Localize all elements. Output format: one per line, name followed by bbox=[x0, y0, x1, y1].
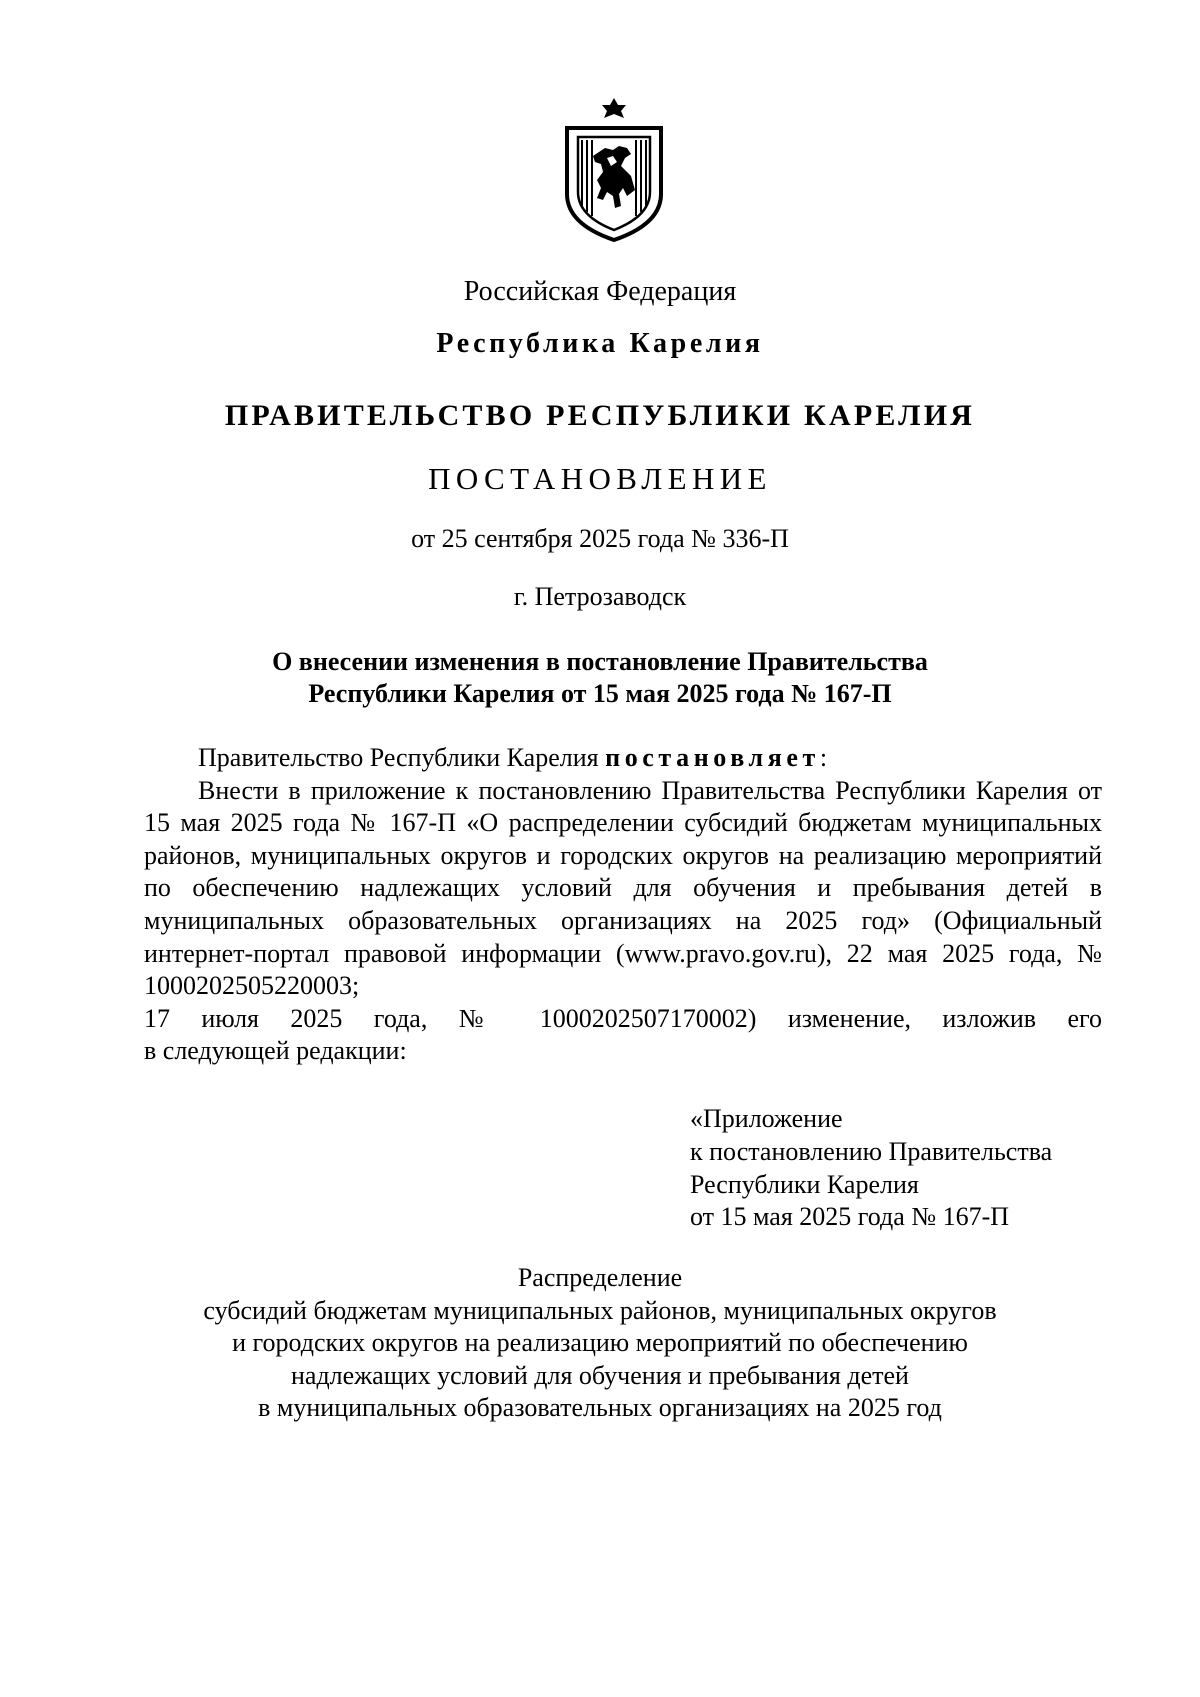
document-city: г. Петрозаводск bbox=[513, 582, 687, 611]
document-subject bbox=[0, 646, 1200, 710]
authority-name: ПРАВИТЕЛЬСТВО РЕСПУБЛИКИ КАРЕЛИЯ bbox=[224, 399, 976, 432]
region-name: Республика Карелия bbox=[436, 328, 764, 359]
subject-line-1: О внесении изменения в постановление Правительства bbox=[272, 647, 928, 676]
document-type: ПОСТАНОВЛЕНИЕ bbox=[428, 461, 772, 496]
main-paragraph-last-full-line: 17 июля 2025 года, № 1000202507170002) изменение, изложив его bbox=[144, 1003, 1102, 1033]
distribution-line-2: и городских округов на реализацию мероприятий по обеспечению bbox=[232, 1328, 968, 1358]
appendix-line-2: к постановлению Правительства bbox=[690, 1136, 1053, 1166]
distribution-line-3: надлежащих условий для обучения и пребывания детей bbox=[291, 1360, 909, 1390]
distribution-heading: Распределение bbox=[517, 1263, 683, 1292]
main-paragraph-end: в следующей редакции: bbox=[144, 1036, 407, 1066]
distribution-line-4: в муниципальных образовательных организациях на 2025 год bbox=[258, 1393, 942, 1423]
appendix-line-4: от 15 мая 2025 года № 167-П bbox=[690, 1202, 1010, 1232]
distribution-title bbox=[0, 1262, 1200, 1425]
decree-verb: постановляет bbox=[605, 743, 820, 772]
document-date-number: от 25 сентября 2025 года № 336-П bbox=[411, 524, 789, 553]
coat-of-arms-icon bbox=[561, 96, 667, 242]
appendix-line-1: «Приложение bbox=[690, 1104, 843, 1133]
document-body bbox=[144, 742, 1102, 1068]
country-name: Российская Федерация bbox=[463, 276, 737, 307]
intro-paragraph: Правительство Республики Карелия постановляет: bbox=[198, 743, 828, 772]
appendix-line-3: Республики Карелия bbox=[690, 1169, 919, 1199]
appendix-header bbox=[690, 1103, 1052, 1234]
subject-line-2: Республики Карелия от 15 мая 2025 года № 167-П bbox=[308, 679, 892, 708]
main-paragraph: Внести в приложение к постановлению Правительства Республики Карелия от 15 мая 2025 года № 167-П «О распределении субсидий бюджетам муниципальных районов, муниципальных округов и городских округов на реализацию мероприятий по обеспечению надлежащих условий для обучения и пребывания детей в муниципальных образовательных организациях на 2025 год» (Официальный интернет-портал правовой информации (www.pravo.gov.ru), 22 мая 2025 года, № 1000202505220003; bbox=[144, 775, 1102, 1001]
distribution-line-1: субсидий бюджетам муниципальных районов, муниципальных округов bbox=[203, 1295, 997, 1325]
